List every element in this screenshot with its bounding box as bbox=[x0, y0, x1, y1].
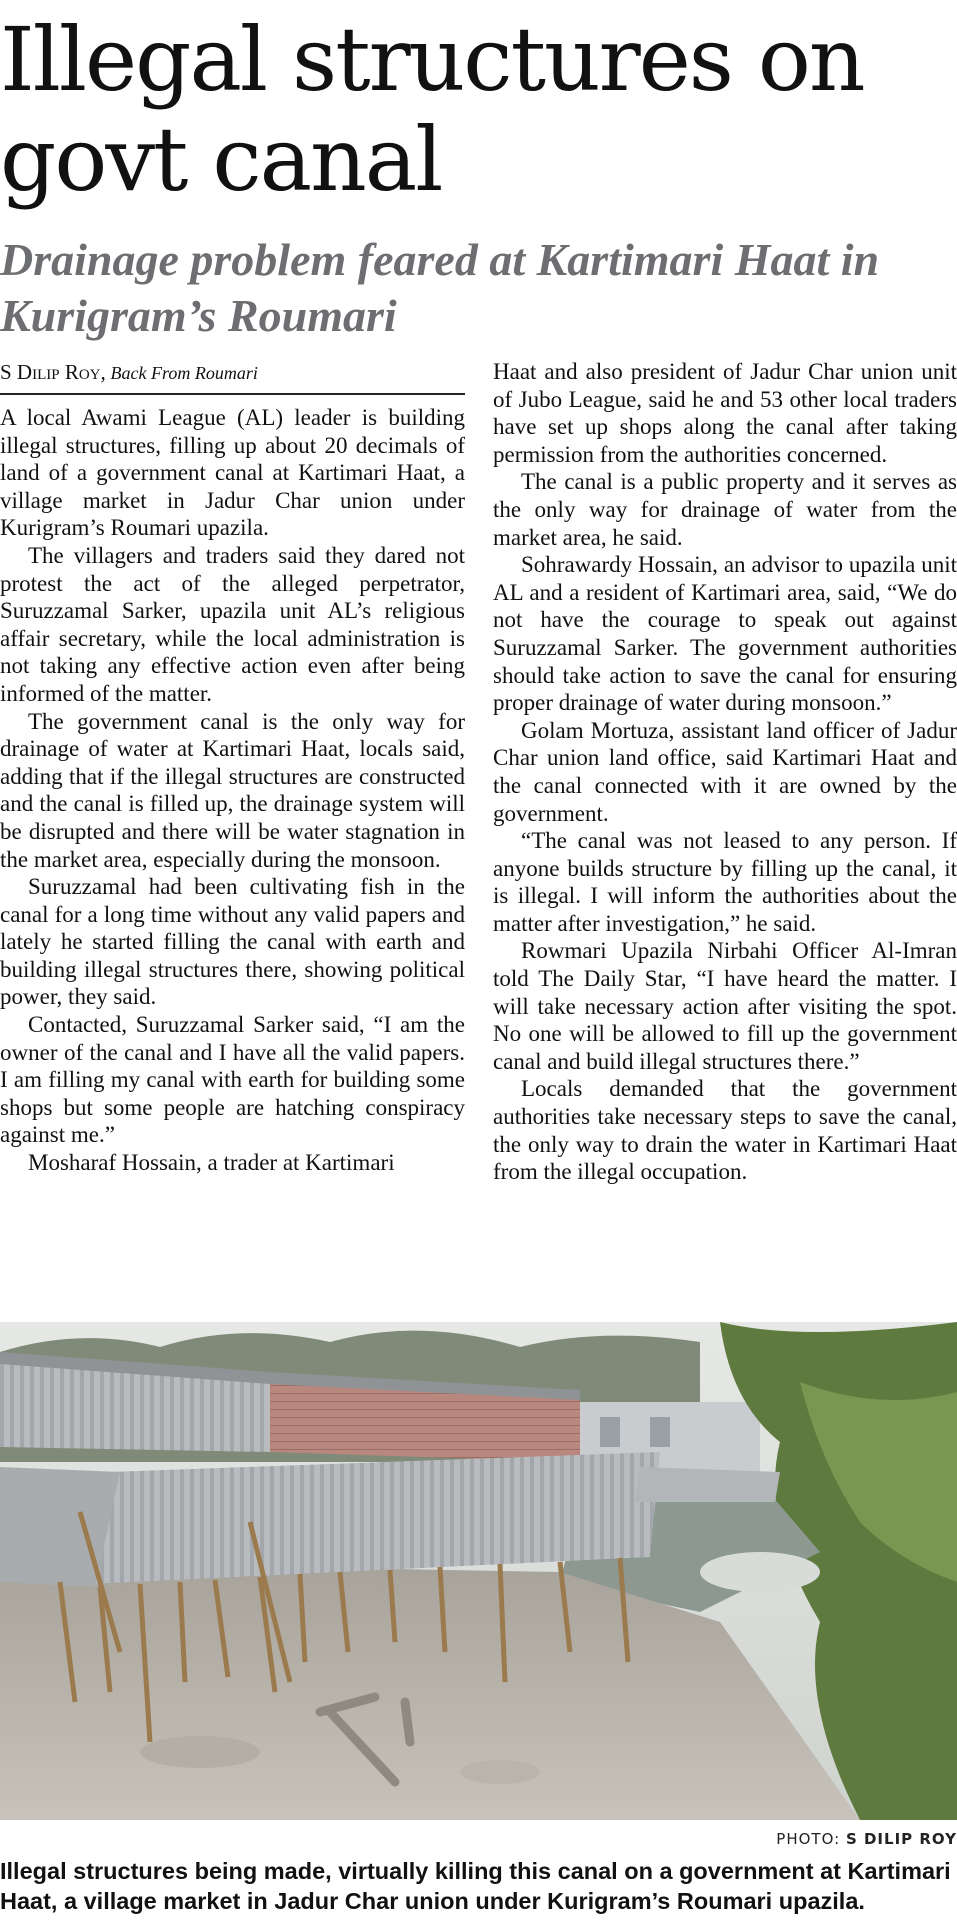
photo-credit bbox=[776, 1828, 957, 1850]
photo-credit-prefix: PHOTO: bbox=[776, 1830, 841, 1848]
photo-credit-name: S DILIP ROY bbox=[845, 1830, 957, 1848]
article-column-right bbox=[493, 358, 957, 1186]
byline-divider bbox=[0, 393, 465, 395]
paragraph: The canal is a public property and it serves as the only way for drainage of water from the market area, he said. bbox=[493, 469, 957, 550]
headline: Illegal structures on govt canal bbox=[0, 8, 864, 211]
paragraph: Sohrawardy Hossain, an advisor to upazila unit AL and a resident of Kartimari area, said, “We do not have the courage to speak out against Suruzzamal Sarker. The government authorities should take action to save the canal for ensuring proper drainage of water during monsoon.” bbox=[493, 552, 957, 716]
paragraph: Contacted, Suruzzamal Sarker said, “I am the owner of the canal and I have all the valid papers. I am filling my canal with earth for building some shops but some people are hatching conspiracy against me.” bbox=[0, 1012, 465, 1148]
paragraph: The villagers and traders said they dared not protest the act of the alleged perpetrator, Suruzzamal Sarker, upazila unit AL’s religious affair secretary, while the local administration is not taking any effective action even after being informed of the matter. bbox=[0, 542, 465, 706]
byline-location: Back From Roumari bbox=[110, 363, 258, 383]
subheadline: Drainage problem feared at Kartimari Haat in Kurigram’s Roumari bbox=[0, 234, 880, 341]
paragraph: Rowmari Upazila Nirbahi Officer Al-Imran told The Daily Star, “I have heard the matter. I will take necessary action after visiting the spot. No one will be allowed to fill up the government canal and build illegal structures there.” bbox=[493, 938, 957, 1074]
byline-author: S Dilip Roy, bbox=[0, 360, 106, 384]
paragraph: Mosharaf Hossain, a trader at Kartimari bbox=[28, 1150, 395, 1176]
paragraph: Suruzzamal had been cultivating fish in the canal for a long time without any valid papers and lately he started filling the canal with earth and building illegal structures there, showing political power, they said. bbox=[0, 874, 465, 1010]
article-column-left bbox=[0, 404, 465, 1177]
photo-caption: Illegal structures being made, virtually killing this canal on a government at Kartimari Haat, a village market in Jadur Char union under Kurigram’s Roumari upazila. bbox=[0, 1858, 951, 1914]
paragraph: The government canal is the only way for drainage of water at Kartimari Haat, locals said, adding that if the illegal structures are constructed and the canal is filled up, the drainage system will be disrupted and there will be water stagnation in the market area, especially during the monsoon. bbox=[0, 708, 465, 872]
news-photo bbox=[0, 1322, 957, 1820]
paragraph: Haat and also president of Jadur Char union unit of Jubo League, said he and 53 other local traders have set up shops along the canal after taking permission from the authorities concerned. bbox=[493, 359, 957, 467]
paragraph: Locals demanded that the government authorities take necessary steps to save the canal, the only way to drain the water in Kartimari Haat from the illegal occupation. bbox=[493, 1076, 957, 1185]
paragraph: “The canal was not leased to any person. If anyone builds structure by filling up the canal, it is illegal. I will inform the authorities about the matter after investigation,” he said. bbox=[493, 828, 957, 936]
byline bbox=[0, 360, 465, 390]
paragraph: A local Awami League (AL) leader is building illegal structures, filling up about 20 decimals of land of a government canal at Kartimari Haat, a village market in Jadur Char union under Kurigram’s Roumari upazila. bbox=[0, 405, 465, 541]
paragraph: Golam Mortuza, assistant land officer of Jadur Char union land office, said Kartimari Haat and the canal connected with it are owned by the government. bbox=[493, 717, 957, 826]
